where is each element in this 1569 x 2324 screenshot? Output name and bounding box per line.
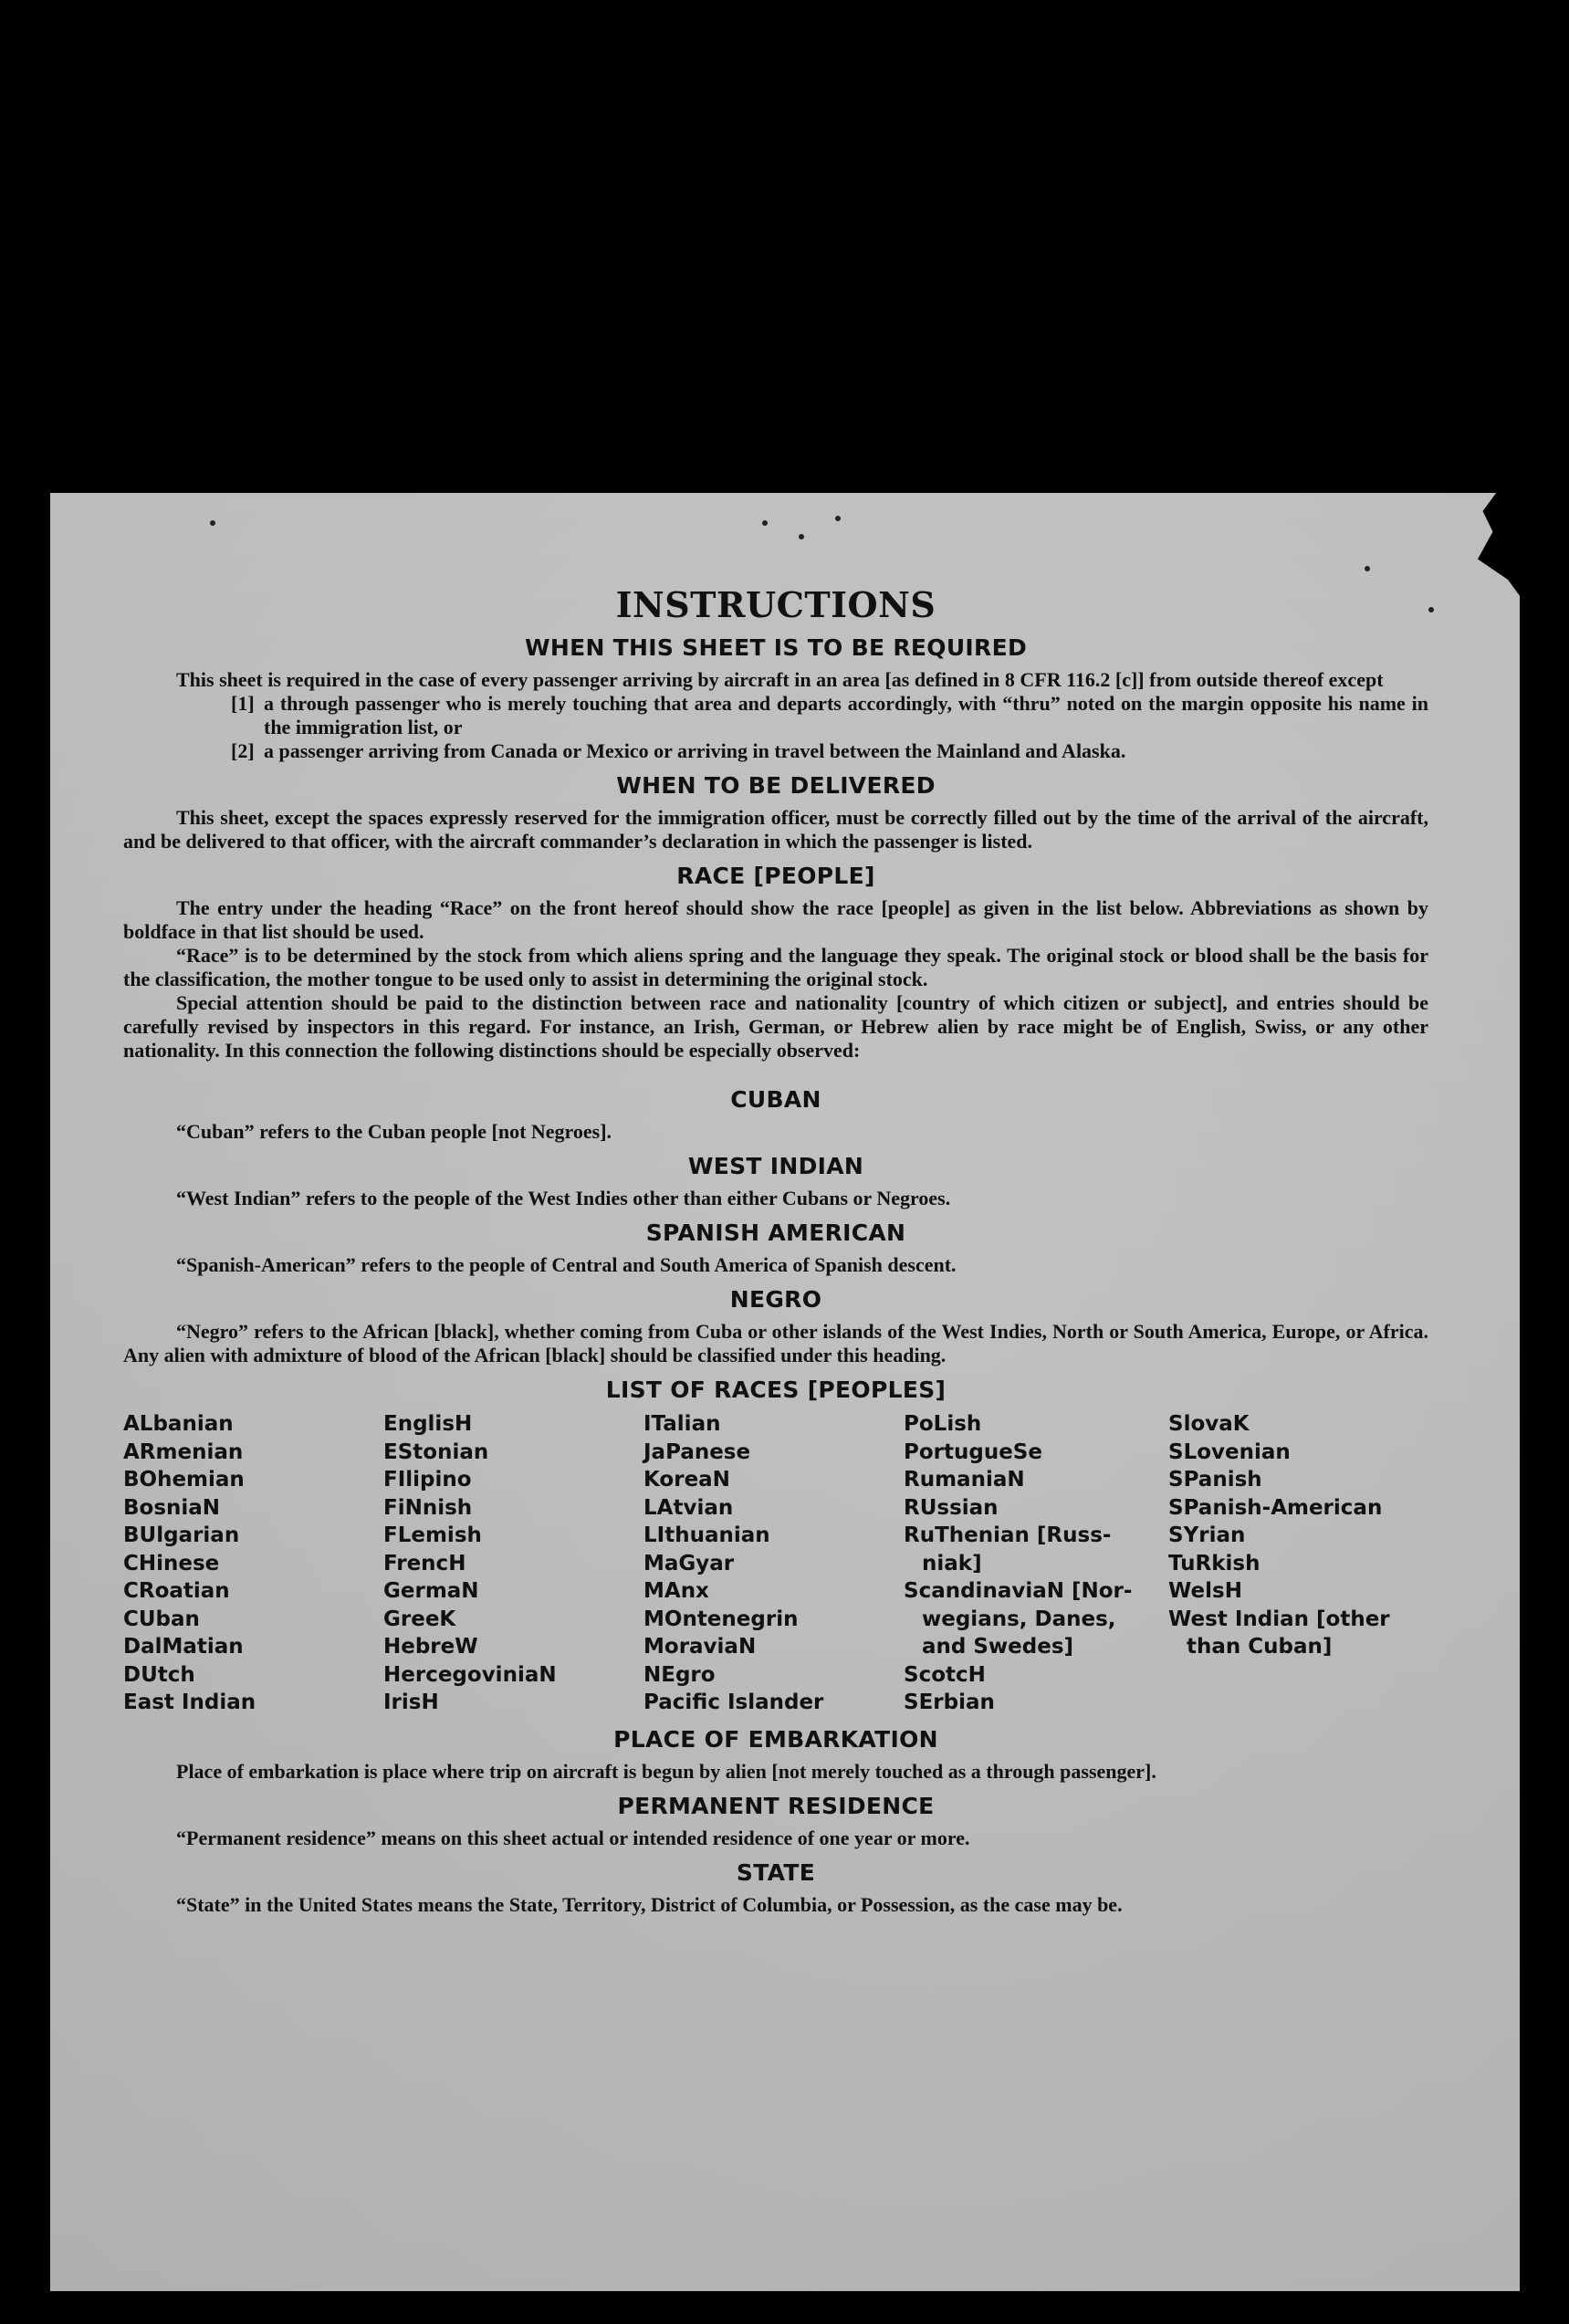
heading-delivered: WHEN TO BE DELIVERED bbox=[616, 772, 936, 799]
race-entry: DUtch bbox=[123, 1662, 195, 1687]
race-paragraph-1: The entry under the heading “Race” on the front hereof should show the race [people] as given in the list below. Abbreviations as shown by boldface in that list should be used. bbox=[123, 896, 1428, 943]
races-column-1 bbox=[123, 1410, 383, 1717]
race-entry: ITalian bbox=[643, 1412, 721, 1436]
race-entry: MAnx bbox=[643, 1579, 709, 1603]
state-text: “State” in the United States means the State, Territory, District of Columbia, or Possession, as the case may be. bbox=[176, 1892, 1123, 1916]
item-number: [1] bbox=[231, 692, 255, 715]
heading-cuban: CUBAN bbox=[730, 1086, 821, 1113]
race-entry: CHinese bbox=[123, 1551, 220, 1576]
race-entry: HercegoviniaN bbox=[383, 1662, 557, 1687]
race-entry: SPanish bbox=[1168, 1468, 1262, 1492]
race-entry: EnglisH bbox=[383, 1412, 473, 1436]
race-entry: FrencH bbox=[383, 1551, 466, 1576]
race-entry: GermaN bbox=[383, 1579, 479, 1603]
race-paragraph-3: Special attention should be paid to the distinction between race and nationality [country of which citizen or subject], and entries should be carefully revised by inspectors in this regard. For instance, an Irish, German, or Hebrew alien by race might be of English, Swiss, or any other nationality. In this connection the following distinctions should be especially observed: bbox=[123, 991, 1428, 1062]
race-entry: ARmenian bbox=[123, 1439, 244, 1464]
item-text: a passenger arriving from Canada or Mexico or arriving in travel between the Mainland and Alaska. bbox=[264, 739, 1126, 762]
races-column-4 bbox=[904, 1410, 1168, 1717]
race-entry: LAtvian bbox=[643, 1495, 734, 1520]
race-entry: ScandinaviaN [Nor- bbox=[904, 1579, 1133, 1603]
race-entry: SYrian bbox=[1168, 1523, 1246, 1547]
race-entry: DalMatian bbox=[123, 1635, 244, 1659]
races-list bbox=[123, 1410, 1428, 1717]
race-entry: than Cuban] bbox=[1187, 1635, 1333, 1659]
race-entry: CRoatian bbox=[123, 1579, 230, 1603]
instruction-sheet bbox=[50, 493, 1520, 2291]
heading-race: RACE [PEOPLE] bbox=[676, 863, 875, 889]
cuban-text: “Cuban” refers to the Cuban people [not Negroes]. bbox=[176, 1120, 612, 1143]
race-entry: IrisH bbox=[383, 1691, 439, 1714]
west-indian-text: “West Indian” refers to the people of the West Indies other than either Cubans or Negroes. bbox=[176, 1187, 951, 1209]
race-entry: BOhemian bbox=[123, 1468, 245, 1492]
race-entry: HebreW bbox=[383, 1635, 478, 1659]
race-entry: NEgro bbox=[643, 1662, 716, 1687]
race-entry: GreeK bbox=[383, 1607, 456, 1631]
race-entry: FLemish bbox=[383, 1523, 482, 1547]
races-column-2 bbox=[383, 1410, 643, 1717]
race-entry: LIthuanian bbox=[643, 1523, 770, 1547]
race-entry: PortugueSe bbox=[904, 1439, 1042, 1464]
spanish-american-text: “Spanish-American” refers to the people of Central and South America of Spanish descent. bbox=[176, 1253, 957, 1276]
race-entry: SLovenian bbox=[1168, 1439, 1291, 1464]
races-column-3 bbox=[643, 1410, 904, 1717]
item-text: a through passenger who is merely touching that area and departs accordingly, with “thru” noted on the margin opposite his name in the immigration list, or bbox=[264, 692, 1428, 738]
race-entry: EStonian bbox=[383, 1439, 489, 1464]
race-entry: SPanish-American bbox=[1168, 1495, 1383, 1520]
race-entry: SlovaK bbox=[1168, 1412, 1250, 1436]
heading-races-list: LIST OF RACES [PEOPLES] bbox=[605, 1377, 947, 1403]
race-entry: FIlipino bbox=[383, 1468, 472, 1492]
race-entry: MoraviaN bbox=[643, 1635, 757, 1659]
race-entry: ALbanian bbox=[123, 1412, 234, 1436]
negro-text: “Negro” refers to the African [black], whether coming from Cuba or other islands of the West Indies, North or South America, Europe, or Africa. Any alien with admixture of blood of the African [black] should be classified under this heading. bbox=[123, 1320, 1428, 1366]
page-title: INSTRUCTIONS bbox=[615, 584, 936, 625]
race-entry: FiNnish bbox=[383, 1495, 473, 1520]
race-entry: RuThenian [Russ- bbox=[904, 1523, 1112, 1547]
race-entry: MaGyar bbox=[643, 1551, 735, 1576]
delivered-text: This sheet, except the spaces expressly reserved for the immigration officer, must be correctly filled out by the time of the arrival of the aircraft, and be delivered to that officer, with the aircraft commander’s declaration in which the passenger is listed. bbox=[123, 806, 1428, 853]
race-entry: niak] bbox=[922, 1551, 982, 1576]
race-entry: East Indian bbox=[123, 1691, 256, 1714]
heading-west-indian: WEST INDIAN bbox=[687, 1153, 864, 1179]
embarkation-text: Place of embarkation is place where trip on aircraft is begun by alien [not merely touched as a through passenger]. bbox=[176, 1759, 1156, 1783]
race-entry: Pacific Islander bbox=[643, 1691, 824, 1714]
instructions-content bbox=[123, 584, 1428, 1917]
race-entry: BosniaN bbox=[123, 1495, 221, 1520]
heading-residence: PERMANENT RESIDENCE bbox=[617, 1792, 935, 1819]
race-entry: JaPanese bbox=[643, 1439, 751, 1464]
races-column-5 bbox=[1168, 1410, 1442, 1717]
race-entry: CUban bbox=[123, 1607, 200, 1631]
required-item-1 bbox=[231, 692, 1428, 739]
heading-embarkation: PLACE OF EMBARKATION bbox=[613, 1725, 938, 1753]
race-entry: RUssian bbox=[904, 1495, 999, 1520]
race-entry: BUlgarian bbox=[123, 1523, 240, 1547]
race-entry: wegians, Danes, bbox=[922, 1607, 1116, 1631]
race-entry: WelsH bbox=[1168, 1579, 1242, 1603]
heading-state: STATE bbox=[736, 1858, 816, 1886]
race-entry: TuRkish bbox=[1168, 1551, 1260, 1576]
race-entry: and Swedes] bbox=[922, 1635, 1074, 1659]
race-entry: SErbian bbox=[904, 1691, 995, 1714]
race-entry: KoreaN bbox=[643, 1468, 730, 1492]
heading-spanish-american: SPANISH AMERICAN bbox=[645, 1220, 906, 1246]
heading-required: WHEN THIS SHEET IS TO BE REQUIRED bbox=[524, 634, 1028, 661]
required-item-2 bbox=[231, 739, 1428, 763]
race-entry: RumaniaN bbox=[904, 1468, 1025, 1492]
torn-corner bbox=[1438, 484, 1538, 621]
item-number: [2] bbox=[231, 739, 255, 762]
race-paragraph-2: “Race” is to be determined by the stock from which aliens spring and the language they speak. The original stock or blood shall be the basis for the classification, the mother tongue to be used only to assist in determining the original stock. bbox=[123, 944, 1428, 990]
heading-negro: NEGRO bbox=[729, 1286, 822, 1313]
race-entry: MOntenegrin bbox=[643, 1607, 799, 1631]
race-entry: West Indian [other bbox=[1168, 1607, 1390, 1631]
residence-text: “Permanent residence” means on this sheet actual or intended residence of one year or more. bbox=[176, 1826, 970, 1849]
race-entry: ScotcH bbox=[904, 1662, 986, 1687]
race-entry: PoLish bbox=[904, 1412, 982, 1436]
required-intro: This sheet is required in the case of every passenger arriving by aircraft in an area [as defined in 8 CFR 116.2 [c]] from outside thereof except bbox=[176, 668, 1384, 691]
